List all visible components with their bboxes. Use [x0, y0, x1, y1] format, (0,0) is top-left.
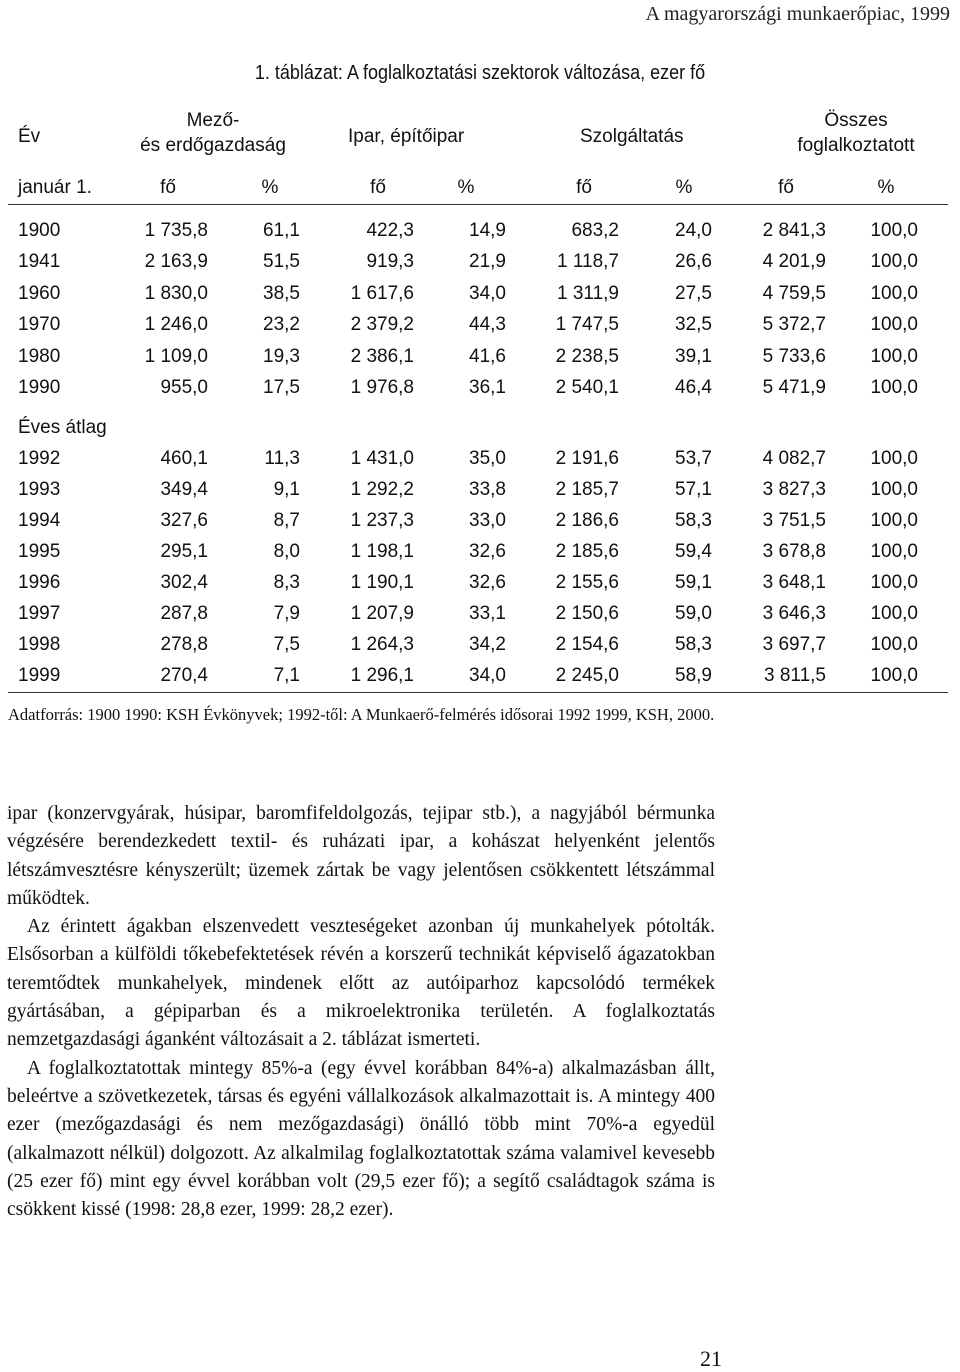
value-cell: 33,1	[469, 603, 506, 624]
value-cell: 34,0	[469, 282, 506, 304]
value-cell: 4 759,5	[762, 282, 826, 304]
value-cell: 36,1	[469, 377, 506, 398]
running-head: A magyarországi munkaerőpiac, 1999	[645, 3, 950, 25]
value-cell: 1 292,2	[350, 479, 414, 500]
value-cell: 5 372,7	[762, 314, 826, 336]
value-cell: 24,0	[675, 220, 712, 241]
unit-cell: %	[877, 177, 895, 198]
value-cell: 2 238,5	[555, 345, 619, 367]
table-row	[8, 219, 948, 243]
value-cell: 59,1	[675, 572, 712, 593]
value-cell: 11,3	[264, 448, 300, 469]
value-cell: 21,9	[469, 251, 506, 273]
value-cell: 1 190,1	[350, 572, 414, 593]
value-cell: 2 386,1	[350, 345, 414, 367]
value-cell: 1 735,8	[144, 220, 208, 241]
value-cell: 33,8	[469, 479, 506, 500]
year-cell: 1980	[18, 345, 61, 367]
year-cell: 1970	[18, 314, 61, 336]
value-cell: 39,1	[675, 345, 712, 367]
year-cell: 1990	[18, 377, 61, 398]
value-cell: 4 082,7	[762, 448, 826, 469]
value-cell: 349,4	[160, 479, 208, 500]
table-row	[8, 345, 948, 369]
unit-cell: fő	[160, 177, 176, 198]
value-cell: 38,5	[263, 282, 300, 304]
value-cell: 32,6	[469, 541, 506, 562]
table-source: Adatforrás: 1900 1990: KSH Évkönyvek; 1992-től: A Munkaerő-felmérés idősorai 1992 1999, KSH, 2000.	[8, 705, 715, 724]
value-cell: 51,5	[263, 251, 300, 273]
value-cell: 32,5	[675, 314, 712, 336]
table-row	[8, 447, 948, 471]
value-cell: 7,9	[273, 603, 300, 624]
value-cell: 2 245,0	[555, 665, 619, 686]
value-cell: 3 811,5	[764, 665, 826, 686]
value-cell: 100,0	[870, 251, 918, 273]
value-cell: 34,0	[469, 665, 506, 686]
value-cell: 327,6	[160, 510, 208, 531]
value-cell: 26,6	[675, 251, 712, 273]
value-cell: 58,3	[675, 634, 712, 655]
value-cell: 100,0	[870, 314, 918, 336]
header-rule	[8, 204, 948, 205]
value-cell: 1 830,0	[144, 282, 208, 304]
value-cell: 1 246,0	[144, 314, 208, 336]
value-cell: 46,4	[675, 377, 712, 398]
value-cell: 5 471,9	[762, 377, 826, 398]
value-cell: 955,0	[160, 377, 208, 398]
value-cell: 2 155,6	[555, 572, 619, 593]
value-cell: 2 150,6	[555, 603, 619, 624]
value-cell: 32,6	[469, 572, 506, 593]
value-cell: 23,2	[263, 314, 300, 336]
unit-cell: %	[261, 177, 279, 198]
value-cell: 59,0	[675, 603, 712, 624]
value-cell: 8,3	[273, 572, 300, 593]
value-cell: 2 841,3	[762, 220, 826, 241]
paragraph: Az érintett ágakban elszenvedett veszteségeket azonban új munkahelyek pótolták. Elsősorban a külföldi tőkebefektetések révén a korszerű technikát képviselő ágazatokban teremtődtek munkahelyek, mindenek előtt az autóiparhoz kapcsolódó termékek gyártásában, a gépiparban és a mikroelektronika területén. A foglalkoztatás nemzetgazdasági áganként változásait a 2. táblázat ismerteti.	[7, 916, 715, 1051]
value-cell: 1 264,3	[350, 634, 414, 655]
value-cell: 1 198,1	[350, 541, 414, 562]
year-cell: 1995	[18, 541, 61, 562]
value-cell: 100,0	[870, 603, 918, 624]
value-cell: 270,4	[160, 665, 208, 686]
value-cell: 59,4	[675, 541, 712, 562]
value-cell: 302,4	[160, 572, 208, 593]
value-cell: 27,5	[675, 282, 712, 304]
value-cell: 3 697,7	[762, 634, 826, 655]
value-cell: 3 751,5	[762, 510, 826, 531]
value-cell: 5 733,6	[762, 345, 826, 367]
value-cell: 3 678,8	[762, 541, 826, 562]
page-number: 21	[700, 1346, 722, 1371]
value-cell: 8,7	[273, 510, 300, 531]
year-cell: 1998	[18, 634, 61, 655]
value-cell: 278,8	[160, 634, 208, 655]
table-row	[8, 313, 948, 337]
section-label: Éves átlag	[18, 417, 107, 438]
col-header-total: Összes foglalkoztatott	[797, 110, 915, 156]
value-cell: 58,3	[675, 510, 712, 531]
table-row	[8, 571, 948, 595]
value-cell: 100,0	[870, 220, 918, 241]
value-cell: 100,0	[870, 377, 918, 398]
value-cell: 1 237,3	[350, 510, 414, 531]
value-cell: 100,0	[870, 572, 918, 593]
value-cell: 1 431,0	[350, 448, 414, 469]
table-row	[8, 602, 948, 626]
value-cell: 9,1	[273, 479, 300, 500]
value-cell: 1 617,6	[350, 282, 414, 304]
body-text	[7, 800, 715, 1224]
value-cell: 2 185,6	[555, 541, 619, 562]
year-cell: 1996	[18, 572, 61, 593]
value-cell: 1 118,7	[557, 251, 619, 273]
table-row	[8, 509, 948, 533]
bottom-rule	[8, 692, 948, 693]
value-cell: 2 163,9	[144, 251, 208, 273]
value-cell: 1 747,5	[555, 314, 619, 336]
value-cell: 100,0	[870, 282, 918, 304]
employment-table	[8, 108, 948, 698]
table-row	[8, 250, 948, 274]
value-cell: 61,1	[263, 220, 300, 241]
value-cell: 1 976,8	[350, 377, 414, 398]
value-cell: 3 646,3	[762, 603, 826, 624]
value-cell: 44,3	[469, 314, 506, 336]
unit-cell: %	[675, 177, 693, 198]
value-cell: 2 185,7	[555, 479, 619, 500]
value-cell: 34,2	[469, 634, 506, 655]
paragraph: A foglalkoztatottak mintegy 85%-a (egy évvel korábban 84%-a) alkalmazásban állt, beleértve a szövetkezetek, társas és egyéni vállalkozások alkalmazottait is. A mintegy 400 ezer (mezőgazdasági és nem mezőgazdasági) önálló több mint 70%-a egyedül (alkalmazott nélkül) dolgozott. Az alkalmilag foglalkoztatottak száma valamivel kevesebb (25 ezer fő) mint egy évvel korábban volt (29,5 ezer fő); a segítő családtagok száma is csökkent kissé (1998: 28,8 ezer, 1999: 28,2 ezer).	[7, 1057, 715, 1221]
value-cell: 100,0	[870, 510, 918, 531]
table-caption: 1. táblázat: A foglalkoztatási szektorok változása, ezer fő	[254, 62, 706, 84]
year-cell: 1999	[18, 665, 61, 686]
value-cell: 58,9	[675, 665, 712, 686]
value-cell: 35,0	[469, 448, 506, 469]
col-header-agriculture: Mező- és erdőgazdaság	[140, 110, 286, 156]
paragraph: ipar (konzervgyárak, húsipar, baromfifeldolgozás, tejipar stb.), a nagyjából bérmunka végzésére berendezkedett textil- és ruházati ipar, a kohászat helyenként jelentős létszámvesztésre kényszerült; üzemek zártak be vagy jelentősen csökkentett létszámmal működtek.	[7, 803, 715, 909]
value-cell: 2 540,1	[555, 377, 619, 398]
table-row	[8, 478, 948, 502]
value-cell: 100,0	[870, 345, 918, 367]
value-cell: 57,1	[675, 479, 712, 500]
value-cell: 3 648,1	[762, 572, 826, 593]
value-cell: 100,0	[870, 448, 918, 469]
table-row	[8, 376, 948, 400]
value-cell: 2 186,6	[555, 510, 619, 531]
value-cell: 422,3	[366, 220, 414, 241]
value-cell: 7,5	[273, 634, 300, 655]
value-cell: 3 827,3	[762, 479, 826, 500]
value-cell: 100,0	[870, 541, 918, 562]
units-label: január 1.	[18, 177, 92, 198]
table-row	[8, 633, 948, 657]
table-row	[8, 540, 948, 564]
year-cell: 1941	[18, 251, 61, 273]
value-cell: 4 201,9	[762, 251, 826, 273]
value-cell: 295,1	[160, 541, 208, 562]
value-cell: 1 207,9	[350, 603, 414, 624]
value-cell: 100,0	[870, 634, 918, 655]
col-header-services: Szolgáltatás	[580, 126, 684, 147]
value-cell: 1 311,9	[557, 282, 619, 304]
value-cell: 100,0	[870, 665, 918, 686]
table-row	[8, 664, 948, 688]
value-cell: 8,0	[273, 541, 300, 562]
table-row	[8, 282, 948, 306]
year-cell: 1992	[18, 448, 61, 469]
col-header-industry: Ipar, építőipar	[348, 126, 465, 147]
value-cell: 2 154,6	[555, 634, 619, 655]
value-cell: 287,8	[160, 603, 208, 624]
unit-cell: fő	[778, 177, 794, 198]
year-cell: 1900	[18, 220, 61, 241]
value-cell: 2 379,2	[350, 314, 414, 336]
units-row	[8, 176, 948, 200]
value-cell: 1 296,1	[350, 665, 414, 686]
value-cell: 33,0	[469, 510, 506, 531]
value-cell: 683,2	[571, 220, 619, 241]
value-cell: 2 191,6	[555, 448, 619, 469]
year-cell: 1993	[18, 479, 61, 500]
value-cell: 14,9	[469, 220, 506, 241]
col-header-year: Év	[18, 126, 41, 147]
value-cell: 100,0	[870, 479, 918, 500]
unit-cell: %	[457, 177, 475, 198]
year-cell: 1997	[18, 603, 61, 624]
value-cell: 460,1	[160, 448, 208, 469]
unit-cell: fő	[370, 177, 386, 198]
year-cell: 1994	[18, 510, 61, 531]
value-cell: 19,3	[263, 345, 300, 367]
value-cell: 7,1	[273, 665, 300, 686]
section-label-row	[8, 416, 948, 440]
unit-cell: fő	[576, 177, 592, 198]
year-cell: 1960	[18, 282, 61, 304]
value-cell: 17,5	[263, 377, 300, 398]
value-cell: 41,6	[469, 345, 506, 367]
value-cell: 919,3	[366, 251, 414, 273]
value-cell: 53,7	[675, 448, 712, 469]
value-cell: 1 109,0	[144, 345, 208, 367]
